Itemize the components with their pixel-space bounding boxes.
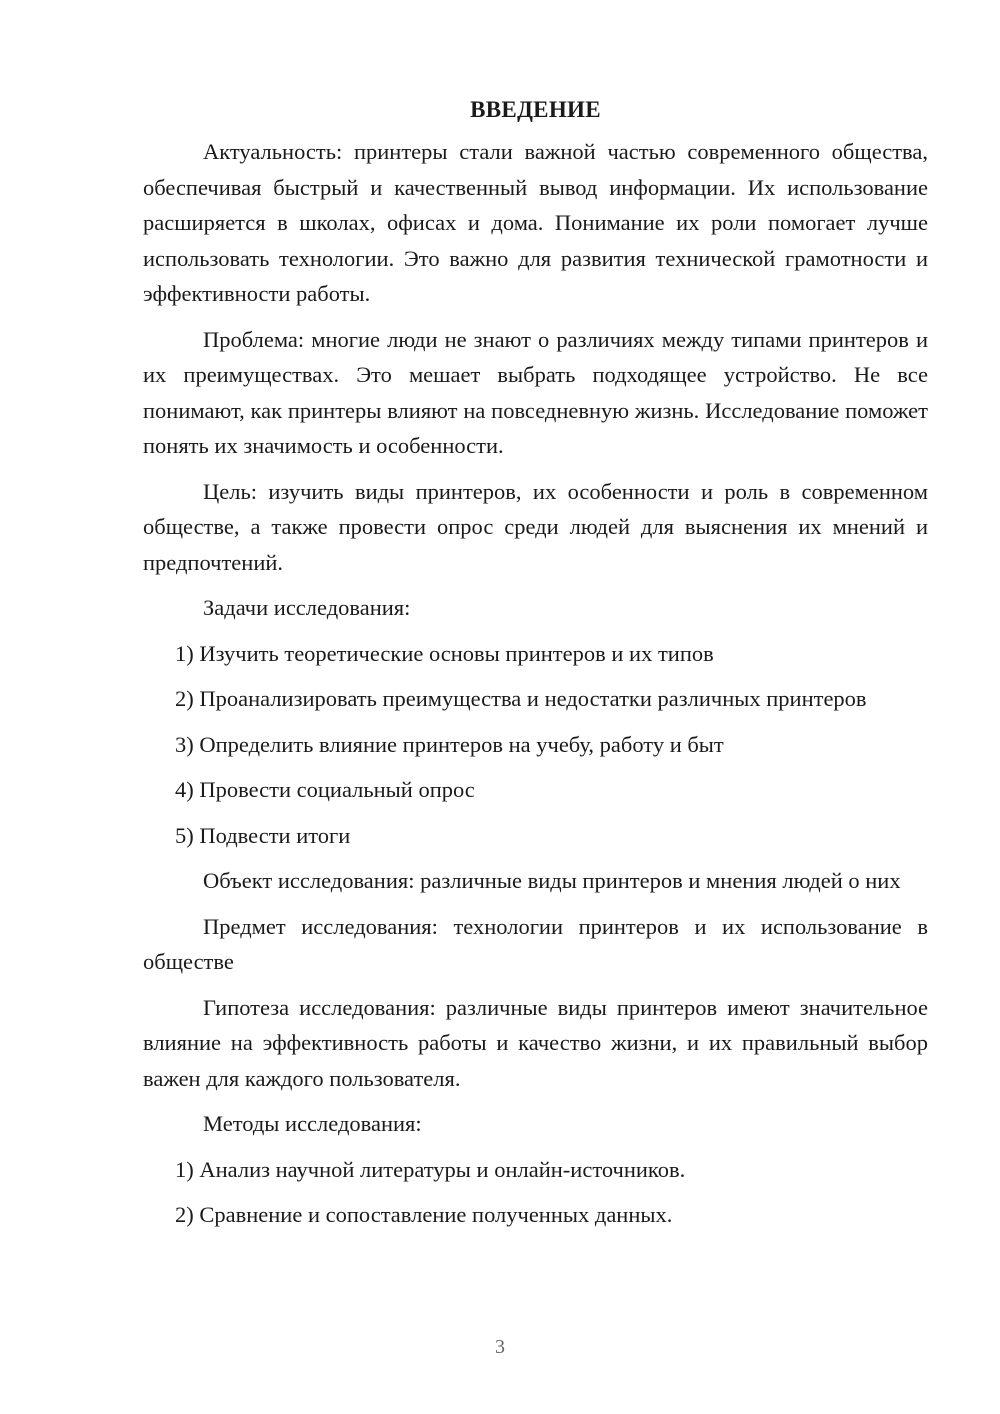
page-number: 3: [495, 1336, 505, 1358]
task-item: 2) Проанализировать преимущества и недостатки различных принтеров: [175, 686, 867, 711]
object-paragraph: Объект исследования: различные виды принтеров и мнения людей о них: [203, 868, 901, 893]
goal-paragraph: Цель: изучить виды принтеров, их особенности и роль в современном обществе, а также провести опрос среди людей для выяснения их мнений и предпочтений.: [143, 478, 928, 575]
relevance-paragraph: Актуальность: принтеры стали важной частью современного общества, обеспечивая быстрый и качественный вывод информации. Их использование расширяется в школах, офисах и дома. Понимание их роли помогает лучше использовать технологии. Это важно для развития технической грамотности и эффективности работы.: [143, 139, 928, 306]
hypothesis-paragraph: Гипотеза исследования: различные виды принтеров имеют значительное влияние на эффективность работы и качество жизни, и их правильный выбор важен для каждого пользователя.: [143, 994, 928, 1091]
section-title: ВВЕДЕНИЕ: [470, 97, 601, 122]
method-item: 1) Анализ научной литературы и онлайн-источников.: [175, 1156, 686, 1182]
page-content: [143, 92, 928, 1243]
task-item: 5) Подвести итоги: [175, 822, 351, 848]
subject-paragraph: Предмет исследования: технологии принтеров и их использование в обществе: [143, 913, 928, 974]
tasks-heading: Задачи исследования:: [203, 595, 411, 620]
method-item: 2) Сравнение и сопоставление полученных данных.: [175, 1202, 673, 1227]
methods-heading: Методы исследования:: [203, 1111, 422, 1136]
task-item: 4) Провести социальный опрос: [175, 777, 475, 802]
problem-paragraph: Проблема: многие люди не знают о различиях между типами принтеров и их преимуществах. Это мешает выбрать подходящее устройство. Не все понимают, как принтеры влияют на повседневную жизнь. Исследование поможет понять их значимость и особенности.: [143, 326, 928, 458]
task-item: 1) Изучить теоретические основы принтеров и их типов: [175, 640, 714, 666]
task-item: 3) Определить влияние принтеров на учебу, работу и быт: [175, 731, 724, 757]
